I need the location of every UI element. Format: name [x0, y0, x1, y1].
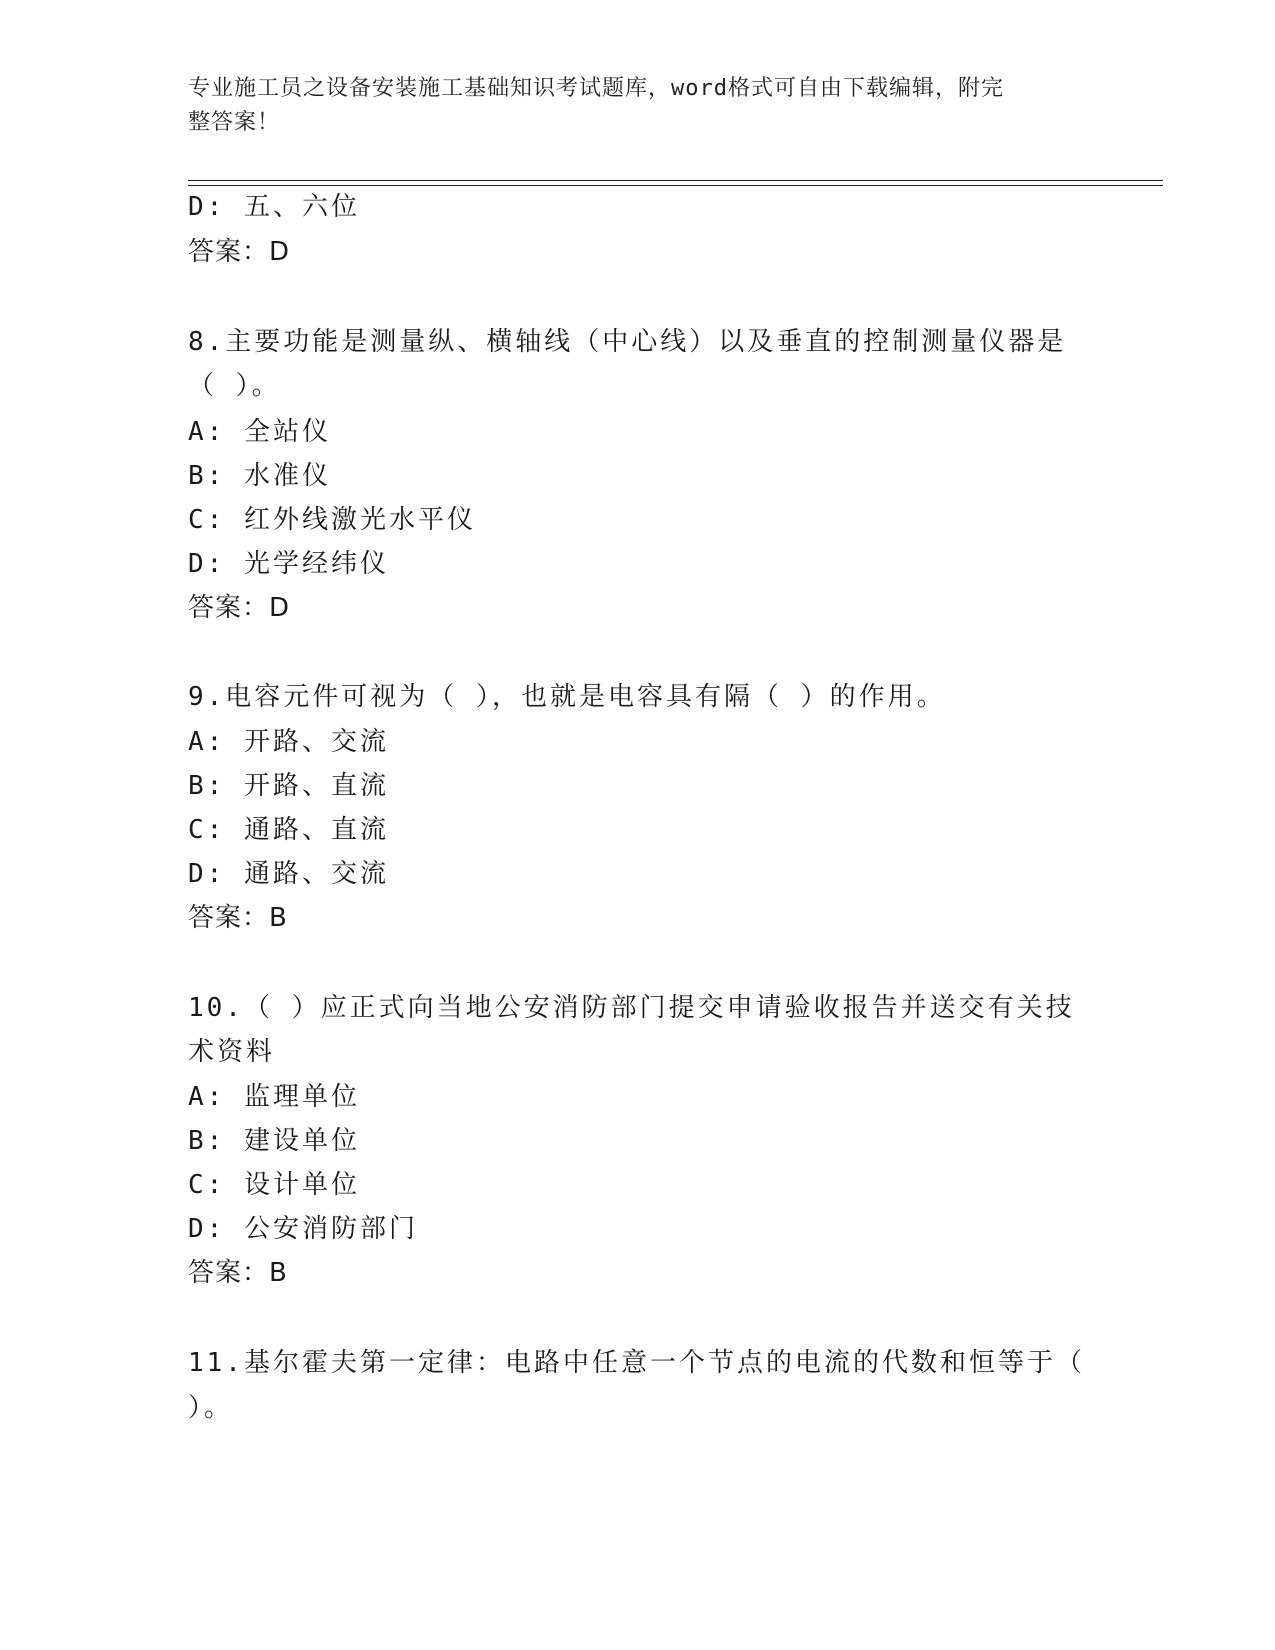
- q8-answer: 答案：D: [188, 593, 291, 623]
- q8-option-c: C: 红外线激光水平仪: [188, 505, 476, 535]
- q9-option-d: D: 通路、交流: [188, 859, 389, 889]
- header-divider-bottom: [188, 185, 1163, 186]
- prev-answer: 答案：D: [188, 237, 291, 267]
- prev-option-d: D: 五、六位: [188, 192, 360, 222]
- q9-option-a: A: 开路、交流: [188, 727, 389, 757]
- q9-option-c: C: 通路、直流: [188, 815, 389, 845]
- q11-stem-line-1: 11.基尔霍夫第一定律：电路中任意一个节点的电流的代数和恒等于（: [188, 1348, 1085, 1378]
- header-line-1: 专业施工员之设备安装施工基础知识考试题库，word格式可自由下载编辑，附完: [188, 76, 1004, 101]
- q10-option-b: B: 建设单位: [188, 1126, 360, 1156]
- q10-option-d: D: 公安消防部门: [188, 1214, 418, 1244]
- q8-option-d: D: 光学经纬仪: [188, 549, 389, 579]
- q11-stem-line-2: ）。: [188, 1393, 234, 1423]
- q10-option-c: C: 设计单位: [188, 1170, 360, 1200]
- q8-option-b: B: 水准仪: [188, 461, 331, 491]
- q10-stem-line-1: 10.（ ）应正式向当地公安消防部门提交申请验收报告并送交有关技: [188, 993, 1075, 1023]
- q10-option-a: A: 监理单位: [188, 1082, 360, 1112]
- header-divider-top: [188, 180, 1163, 181]
- q8-stem-line-1: 8.主要功能是测量纵、横轴线（中心线）以及垂直的控制测量仪器是: [188, 327, 1067, 357]
- document-header: [188, 72, 1068, 140]
- q10-answer: 答案：B: [188, 1258, 288, 1288]
- q8-stem-line-2: （ ）。: [188, 371, 281, 401]
- q8-option-a: A: 全站仪: [188, 417, 331, 447]
- header-line-2: 整答案！: [188, 110, 281, 135]
- q9-answer: 答案：B: [188, 903, 288, 933]
- q9-stem-line-1: 9.电容元件可视为（ ），也就是电容具有隔（ ）的作用。: [188, 682, 946, 712]
- q9-option-b: B: 开路、直流: [188, 771, 389, 801]
- q10-stem-line-2: 术资料: [188, 1037, 276, 1067]
